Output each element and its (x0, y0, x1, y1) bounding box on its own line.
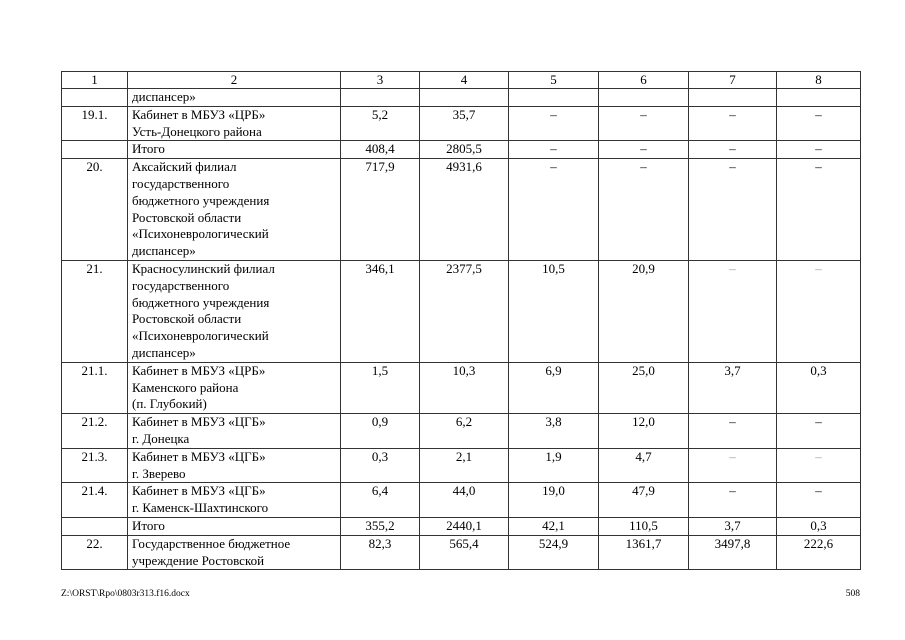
value-cell-col-4: 565,4 (420, 535, 509, 570)
row-name-cell (128, 106, 341, 141)
row-name-line: бюджетного учреждения (132, 294, 270, 310)
row-name-line: «Психоневрологический (132, 226, 269, 242)
value-cell-col-3: 6,4 (341, 483, 420, 518)
value-cell-col-4: 2440,1 (420, 517, 509, 535)
value-cell-col-8: – (777, 414, 861, 449)
row-name-line: Ростовской области (132, 209, 242, 225)
row-name-line: Аксайский филиал (132, 159, 237, 175)
value-cell-col-3: 346,1 (341, 260, 420, 362)
row-name-line: учреждение Ростовской (132, 552, 265, 568)
value-cell-col-7: – (689, 414, 777, 449)
row-number-cell: 20. (62, 159, 128, 261)
data-table (61, 71, 861, 570)
row-name-cell (128, 483, 341, 518)
row-name-line: диспансер» (132, 243, 196, 259)
value-cell-col-5: 10,5 (509, 260, 599, 362)
row-name-line: диспансер» (132, 89, 196, 104)
value-cell-col-8: – (777, 106, 861, 141)
row-name-line: Кабинет в МБУЗ «ЦГБ» (132, 483, 266, 499)
footer-page-number: 508 (845, 589, 860, 599)
value-cell-col-7: 3,7 (689, 362, 777, 413)
header-cell: 6 (599, 72, 689, 89)
header-cell: 5 (509, 72, 599, 89)
value-cell-col-4 (420, 89, 509, 107)
value-cell-col-7: 3,7 (689, 517, 777, 535)
row-name-cell (128, 159, 341, 261)
value-cell-col-6: – (599, 106, 689, 141)
value-cell-col-3: 717,9 (341, 159, 420, 261)
value-cell-col-6 (599, 89, 689, 107)
row-name-line: г. Каменск-Шахтинского (132, 500, 269, 516)
row-name-cell (128, 89, 341, 107)
value-cell-col-6: 12,0 (599, 414, 689, 449)
row-name-line: Усть-Донецкого района (132, 123, 262, 139)
value-cell-col-8: – (777, 159, 861, 261)
row-name-line: диспансер» (132, 344, 196, 360)
header-cell: 7 (689, 72, 777, 89)
footer-file-path: Z:\ORST\Rpo\0803r313.f16.docx (61, 589, 190, 599)
value-cell-col-6: – (599, 159, 689, 261)
row-name-cell (128, 414, 341, 449)
value-cell-col-3: 0,9 (341, 414, 420, 449)
value-cell-col-8: 0,3 (777, 362, 861, 413)
value-cell-col-6: 25,0 (599, 362, 689, 413)
value-cell-col-8 (777, 89, 861, 107)
row-number-cell: 21.2. (62, 414, 128, 449)
row-name-cell (128, 517, 341, 535)
row-name-line: Кабинет в МБУЗ «ЦРБ» (132, 106, 266, 122)
row-name-line: Каменского района (132, 379, 239, 395)
value-cell-col-8: 0,3 (777, 517, 861, 535)
value-cell-col-4: 2,1 (420, 448, 509, 483)
header-cell: 4 (420, 72, 509, 89)
value-cell-col-3: 0,3 (341, 448, 420, 483)
row-name-line: (п. Глубокий) (132, 396, 207, 412)
header-cell: 3 (341, 72, 420, 89)
value-cell-col-7: – (689, 260, 777, 362)
value-cell-col-4: 35,7 (420, 106, 509, 141)
row-name-cell (128, 141, 341, 159)
row-number-cell: 19.1. (62, 106, 128, 141)
value-cell-col-8: – (777, 141, 861, 159)
row-number-cell: 21.4. (62, 483, 128, 518)
value-cell-col-8: – (777, 483, 861, 518)
value-cell-col-6: 20,9 (599, 260, 689, 362)
value-cell-col-5: 3,8 (509, 414, 599, 449)
row-name-line: Кабинет в МБУЗ «ЦГБ» (132, 414, 266, 430)
value-cell-col-5: 524,9 (509, 535, 599, 570)
value-cell-col-6: 1361,7 (599, 535, 689, 570)
value-cell-col-5: 1,9 (509, 448, 599, 483)
table-header-row (62, 72, 861, 89)
value-cell-col-4: 44,0 (420, 483, 509, 518)
header-cell: 2 (128, 72, 341, 89)
value-cell-col-6: 47,9 (599, 483, 689, 518)
row-name-cell (128, 448, 341, 483)
value-cell-col-7: 3497,8 (689, 535, 777, 570)
value-cell-col-6: – (599, 141, 689, 159)
row-name-line: «Психоневрологический (132, 328, 269, 344)
row-name-line: Итого (132, 141, 165, 157)
table-body (62, 72, 861, 570)
value-cell-col-5 (509, 89, 599, 107)
row-name-line: г. Донецка (132, 430, 190, 446)
table-row (62, 535, 861, 570)
row-number-cell: 21.1. (62, 362, 128, 413)
row-name-line: Кабинет в МБУЗ «ЦРБ» (132, 362, 266, 378)
table-row (62, 159, 861, 261)
table-row (62, 141, 861, 159)
value-cell-col-5: – (509, 106, 599, 141)
value-cell-col-5: – (509, 159, 599, 261)
value-cell-col-3: 355,2 (341, 517, 420, 535)
row-number-cell: 21.3. (62, 448, 128, 483)
table-row (62, 106, 861, 141)
value-cell-col-8: – (777, 448, 861, 483)
value-cell-col-3 (341, 89, 420, 107)
table-row (62, 362, 861, 413)
row-name-cell (128, 362, 341, 413)
row-name-cell (128, 260, 341, 362)
row-name-line: государственного (132, 277, 230, 293)
value-cell-col-6: 110,5 (599, 517, 689, 535)
table-row (62, 89, 861, 107)
value-cell-col-3: 1,5 (341, 362, 420, 413)
value-cell-col-7: – (689, 106, 777, 141)
value-cell-col-5: 19,0 (509, 483, 599, 518)
value-cell-col-7: – (689, 448, 777, 483)
header-cell: 8 (777, 72, 861, 89)
row-number-cell (62, 141, 128, 159)
value-cell-col-5: 42,1 (509, 517, 599, 535)
value-cell-col-5: – (509, 141, 599, 159)
row-name-line: Ростовской области (132, 311, 242, 327)
row-name-cell (128, 535, 341, 570)
value-cell-col-7: – (689, 141, 777, 159)
row-name-line: бюджетного учреждения (132, 192, 270, 208)
table-row (62, 483, 861, 518)
value-cell-col-3: 408,4 (341, 141, 420, 159)
value-cell-col-3: 5,2 (341, 106, 420, 141)
value-cell-col-7: – (689, 159, 777, 261)
table-row (62, 517, 861, 535)
value-cell-col-7 (689, 89, 777, 107)
value-cell-col-8: 222,6 (777, 535, 861, 570)
row-name-line: г. Зверево (132, 465, 186, 481)
value-cell-col-5: 6,9 (509, 362, 599, 413)
header-cell: 1 (62, 72, 128, 89)
value-cell-col-4: 10,3 (420, 362, 509, 413)
value-cell-col-3: 82,3 (341, 535, 420, 570)
row-number-cell (62, 517, 128, 535)
row-name-line: Кабинет в МБУЗ «ЦГБ» (132, 448, 266, 464)
table-row (62, 260, 861, 362)
value-cell-col-7: – (689, 483, 777, 518)
row-name-line: государственного (132, 175, 230, 191)
row-number-cell: 22. (62, 535, 128, 570)
row-name-line: Государственное бюджетное (132, 535, 291, 551)
value-cell-col-4: 2805,5 (420, 141, 509, 159)
row-name-line: Итого (132, 517, 165, 533)
value-cell-col-6: 4,7 (599, 448, 689, 483)
row-number-cell (62, 89, 128, 107)
row-number-cell: 21. (62, 260, 128, 362)
value-cell-col-4: 2377,5 (420, 260, 509, 362)
table-row (62, 414, 861, 449)
value-cell-col-4: 4931,6 (420, 159, 509, 261)
table-row (62, 448, 861, 483)
value-cell-col-4: 6,2 (420, 414, 509, 449)
value-cell-col-8: – (777, 260, 861, 362)
row-name-line: Красносулинский филиал (132, 260, 275, 276)
